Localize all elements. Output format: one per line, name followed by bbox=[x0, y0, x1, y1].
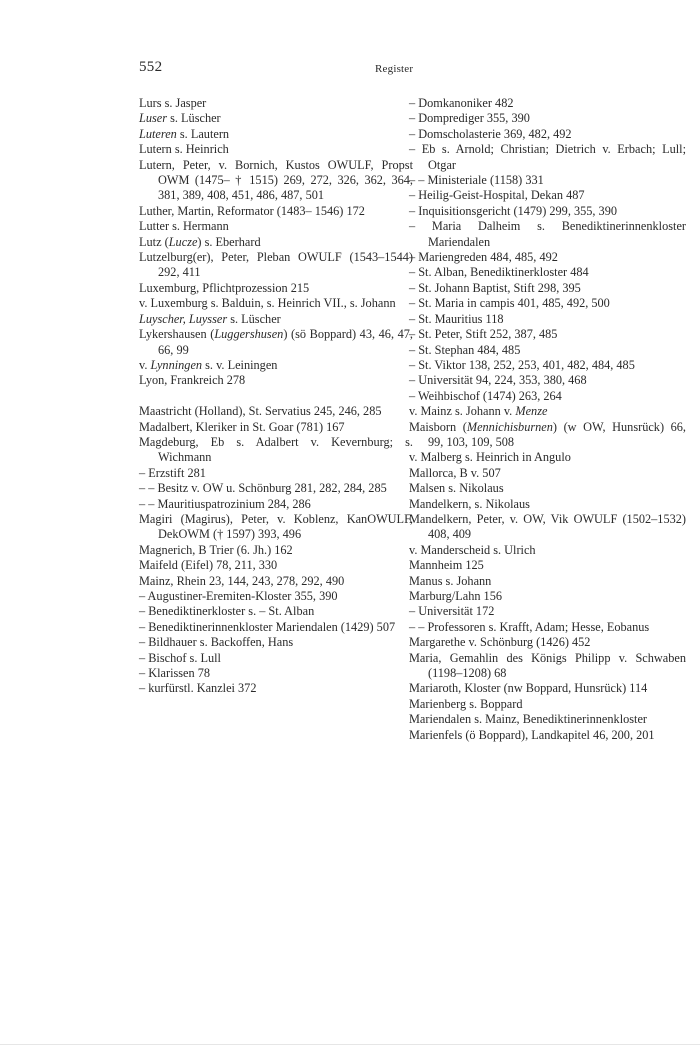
page-bottom-edge bbox=[0, 1044, 700, 1045]
index-entry: Mallorca, B v. 507 bbox=[409, 465, 501, 480]
index-entry: – Bildhauer s. Backoffen, Hans bbox=[139, 635, 294, 650]
index-entry: – St. Maria in campis 401, 485, 492, 500 bbox=[409, 296, 610, 311]
running-head: Register bbox=[375, 63, 414, 75]
index-entry: – Eb s. Arnold; Christian; Dietrich v. Erbach; Lull; Otgar bbox=[409, 142, 686, 172]
index-entry: Luser s. Lüscher bbox=[139, 111, 221, 126]
index-entry: Maastricht (Holland), St. Servatius 245, 246, 285 bbox=[139, 404, 382, 419]
index-column-right bbox=[409, 96, 686, 743]
index-entry: – Domprediger 355, 390 bbox=[409, 111, 530, 126]
index-entry: – Benediktinerinnenkloster Mariendalen (1429) 507 bbox=[139, 619, 396, 634]
index-entry: Maria, Gemahlin des Königs Philipp v. Schwaben (1198–1208) 68 bbox=[409, 650, 686, 681]
index-column-left bbox=[139, 96, 413, 697]
index-entry: – St. Johann Baptist, Stift 298, 395 bbox=[409, 280, 581, 295]
index-entry: Malsen s. Nikolaus bbox=[409, 481, 504, 496]
index-entry: Luther, Martin, Reformator (1483– 1546) 172 bbox=[139, 203, 365, 218]
index-entry: – Augustiner-Eremiten-Kloster 355, 390 bbox=[139, 588, 338, 603]
index-entry: Marienfels (ö Boppard), Landkapitel 46, 200, 201 bbox=[409, 727, 655, 742]
index-entry: – Universität 94, 224, 353, 380, 468 bbox=[409, 373, 587, 388]
index-entry: – Inquisitionsgericht (1479) 299, 355, 390 bbox=[409, 203, 618, 218]
index-entry: Lutz (Lucze) s. Eberhard bbox=[139, 234, 261, 249]
index-entry: Lutern s. Heinrich bbox=[139, 142, 229, 157]
index-entry: Margarethe v. Schönburg (1426) 452 bbox=[409, 635, 591, 650]
index-entry: – – Besitz v. OW u. Schönburg 281, 282, 284, 285 bbox=[139, 481, 387, 496]
index-entry: Magnerich, B Trier (6. Jh.) 162 bbox=[139, 542, 293, 557]
index-entry: Madalbert, Kleriker in St. Goar (781) 167 bbox=[139, 419, 345, 434]
index-entry: – Weihbischof (1474) 263, 264 bbox=[409, 388, 562, 403]
index-entry: Marburg/Lahn 156 bbox=[409, 589, 503, 603]
index-entry: Maisborn (Mennichisburnen) (w OW, Hunsrück) 66, 99, 103, 109, 508 bbox=[409, 419, 687, 449]
index-entry: Magdeburg, Eb s. Adalbert v. Kevernburg; s. Wichmann bbox=[139, 434, 413, 465]
index-entry: – St. Stephan 484, 485 bbox=[409, 342, 521, 357]
index-entry: – Universität 172 bbox=[409, 604, 495, 619]
index-entry: Lyon, Frankreich 278 bbox=[139, 373, 246, 388]
index-entry: Maifeld (Eifel) 78, 211, 330 bbox=[139, 558, 278, 573]
index-entry: – Erzstift 281 bbox=[139, 465, 206, 480]
index-entry: v. Mainz s. Johann v. Menze bbox=[409, 404, 548, 419]
index-entry: – Maria Dalheim s. Benediktinerinnenkloster Mariendalen bbox=[409, 219, 686, 249]
index-entry: – St. Peter, Stift 252, 387, 485 bbox=[409, 327, 558, 342]
index-entry: v. Lynningen s. v. Leiningen bbox=[139, 357, 278, 372]
index-entry: – Benediktinerkloster s. – St. Alban bbox=[139, 604, 315, 619]
index-entry: Marienberg s. Boppard bbox=[409, 696, 523, 711]
index-entry: v. Luxemburg s. Balduin, s. Heinrich VII., s. Johann bbox=[139, 296, 396, 311]
index-entry: Mannheim 125 bbox=[409, 558, 484, 573]
index-entry: – – Mauritiuspatrozinium 284, 286 bbox=[139, 496, 311, 511]
index-entry: Luxemburg, Pflichtprozession 215 bbox=[139, 280, 310, 295]
index-entry: Mariaroth, Kloster (nw Boppard, Hunsrück) 114 bbox=[409, 681, 648, 696]
index-entry: Manus s. Johann bbox=[409, 573, 492, 588]
index-entry: v. Manderscheid s. Ulrich bbox=[409, 542, 536, 557]
index-entry: Lutern, Peter, v. Bornich, Kustos OWULF, Propst OWM (1475– † 1515) 269, 272, 326, 362, 364, 381, 389, 408, 451, 486, 487, 501 bbox=[139, 157, 413, 203]
index-entry: – kurfürstl. Kanzlei 372 bbox=[139, 681, 257, 696]
index-entry: – St. Mauritius 118 bbox=[409, 311, 504, 326]
index-entry: – Mariengreden 484, 485, 492 bbox=[409, 250, 558, 265]
index-entry: – Klarissen 78 bbox=[139, 666, 211, 681]
index-entry: – – Ministeriale (1158) 331 bbox=[409, 173, 544, 188]
index-entry: Magiri (Magirus), Peter, v. Koblenz, KanOWULF, DekOWM († 1597) 393, 496 bbox=[139, 511, 413, 542]
index-entry: Mandelkern, Peter, v. OW, Vik OWULF (1502–1532) 408, 409 bbox=[409, 511, 686, 542]
section-gap bbox=[139, 389, 413, 404]
index-entry: – Bischof s. Lull bbox=[139, 650, 221, 665]
index-entry: Luteren s. Lautern bbox=[139, 126, 230, 141]
index-entry: – Domkanoniker 482 bbox=[409, 96, 514, 110]
index-entry: Lutter s. Hermann bbox=[139, 219, 229, 234]
index-entry: Mainz, Rhein 23, 144, 243, 278, 292, 490 bbox=[139, 573, 345, 588]
index-entry: Lutzelburg(er), Peter, Pleban OWULF (1543–1544) 292, 411 bbox=[139, 250, 413, 280]
index-entry: – – Professoren s. Krafft, Adam; Hesse, Eobanus bbox=[409, 619, 650, 634]
page-number: 552 bbox=[139, 59, 163, 75]
index-entry: – St. Alban, Benediktinerkloster 484 bbox=[409, 265, 589, 280]
index-entry: – Domscholasterie 369, 482, 492 bbox=[409, 126, 572, 141]
index-entry: – St. Viktor 138, 252, 253, 401, 482, 484, 485 bbox=[409, 357, 635, 372]
index-entry: Luyscher, Luysser s. Lüscher bbox=[139, 311, 281, 326]
index-entry: Mariendalen s. Mainz, Benediktinerinnenkloster bbox=[409, 712, 648, 727]
index-entry: – Heilig-Geist-Hospital, Dekan 487 bbox=[409, 188, 585, 203]
index-entry: Lurs s. Jasper bbox=[139, 96, 207, 110]
index-entry: Lykershausen (Luggershusen) (sö Boppard) 43, 46, 47, 66, 99 bbox=[139, 327, 413, 357]
index-entry: v. Malberg s. Heinrich in Angulo bbox=[409, 450, 571, 465]
index-entry: Mandelkern, s. Nikolaus bbox=[409, 496, 530, 511]
